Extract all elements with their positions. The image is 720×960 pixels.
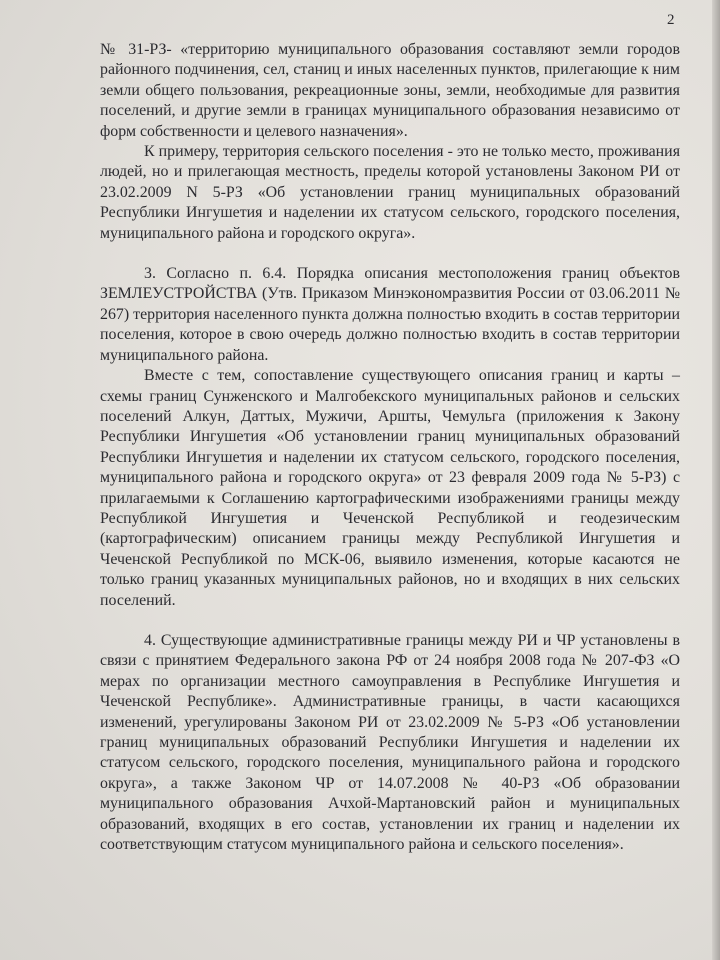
paragraph-law-quote: № 31-РЗ- «территорию муниципального образования составляют земли городов районного подчинения, сел, станиц и иных населенных пунктов, прилегающие к ним земли общего пользования, рекреационные зоны, земли, необходимые для развития поселений, и другие земли в границах муниципального образования независимо от форм собственности и целевого назначения». <box>100 41 680 140</box>
paragraph-item-3: 3. Согласно п. 6.4. Порядка описания местоположения границ объектов ЗЕМЛЕУСТРОЙСТВА (Утв. Приказом Минэкономразвития России от 03.06.2011 № 267) территория населенного пункта должна полностью входить в состав территории поселения, которое в свою очередь должно полностью входить в состав территории муниципального района. <box>100 265 680 364</box>
paragraph-spacer <box>100 611 680 631</box>
page-number: 2 <box>667 12 675 28</box>
paragraph-item-4: 4. Существующие административные границы между РИ и ЧР установлены в связи с принятием Федерального закона РФ от 24 ноября 2008 года № 207-ФЗ «О мерах по организации местного самоуправления в Республике Ингушетия и Чеченской Республике». Административные границы, в части касающихся изменений, урегулированы Законом РИ от 23.02.2009 № 5-РЗ «Об установлении границ муниципальных образований Республики Ингушетия и наделении их статусом сельского, городского поселения, муниципального района и городского округа», а также Законом ЧР от 14.07.2008 № 40-РЗ «Об образовании муниципального образования Ачхой-Мартановский район и муниципальных образований, входящих в его состав, установлении их границ и наделении их соответствующим статусом муниципального района и сельского поселения». <box>100 631 680 854</box>
paragraph-comparison: Вместе с тем, сопоставление существующего описания границ и карты – схемы границ Сунженского и Малгобекского муниципальных районов и сельских поселений Алкун, Даттых, Мужичи, Аршты, Чемульга (приложения к Закону Республики Ингушетия «Об установлении границ муниципальных образований Республики Ингушетия и наделении их статусом сельского, городского поселения, муниципального района и городского округа» от 23 февраля 2009 года № 5-РЗ) с прилагаемыми к Соглашению картографическими изображениями границы между Республикой Ингушетия и Чеченской Республикой и геодезическим (картографическим) описанием границы между Республикой Ингушетия и Чеченской Республикой по МСК-06, выявило изменения, которые касаются не только границ указанных муниципальных районов, но и входящих в них сельских поселений. <box>100 367 680 609</box>
page-edge-shadow <box>712 0 720 960</box>
document-body <box>100 40 680 855</box>
paragraph-spacer <box>100 244 680 264</box>
paragraph-rural-settlement: К примеру, территория сельского поселения - это не только место, проживания людей, но и прилегающая местность, пределы которой установлены Законом РИ от 23.02.2009 N 5-РЗ «Об установлении границ муниципальных образований Республики Ингушетия и наделении их статусом сельского, городского поселения, муниципального района и городского округа». <box>100 143 680 242</box>
